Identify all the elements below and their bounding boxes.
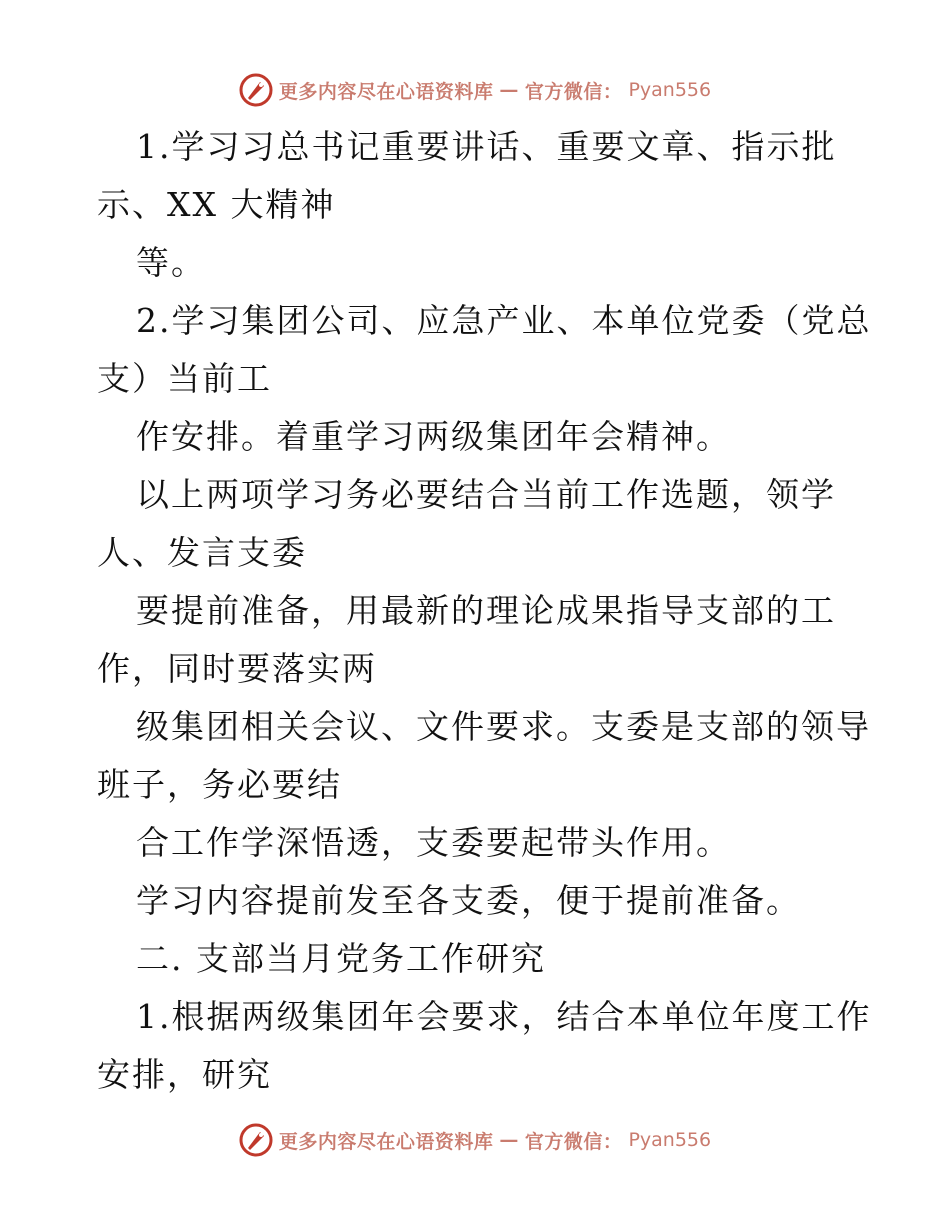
watermark-brand-text: 更多内容尽在心语资料库 [278,1130,494,1153]
text-line: 1.根据两级集团年会要求，结合本单位年度工作 [136,997,872,1036]
text-line: 以上两项学习务必要结合当前工作选题，领学 [136,475,836,514]
text-line: 班子，务必要结 [97,765,342,804]
watermark-dash: — [499,79,519,101]
text-line: 支）当前工 [97,359,272,398]
text-line: 级集团相关会议、文件要求。支委是支部的领导 [136,707,871,746]
pen-nib-logo-icon [239,1123,273,1157]
watermark-label: 官方微信： [524,1130,623,1153]
text-line: 要提前准备，用最新的理论成果指导支部的工 [136,591,836,630]
text-line: 学习内容提前发至各支委，便于提前准备。 [136,881,801,920]
text-line: 人、发言支委 [97,533,307,572]
text-line: 合工作学深悟透，支委要起带头作用。 [136,823,731,862]
watermark-brand-text: 更多内容尽在心语资料库 [278,80,494,103]
footer-watermark [0,1120,950,1160]
text-line: 等。 [136,243,206,282]
header-watermark [0,70,950,110]
watermark-label: 官方微信： [524,80,623,103]
text-line: 安排，研究 [97,1055,272,1094]
section-heading: 二. 支部当月党务工作研究 [136,939,546,978]
watermark-account: Pyan556 [628,79,712,101]
text-line: 作，同时要落实两 [97,649,377,688]
watermark-account: Pyan556 [628,1129,712,1151]
pen-nib-logo-icon [239,73,273,107]
text-line: 2.学习集团公司、应急产业、本单位党委（党总 [136,301,872,340]
text-line: 1.学习习总书记重要讲话、重要文章、指示批 [136,127,837,166]
text-line: 示、XX 大精神 [97,185,336,224]
watermark-dash: — [499,1129,519,1151]
text-line: 作安排。着重学习两级集团年会精神。 [136,417,731,456]
